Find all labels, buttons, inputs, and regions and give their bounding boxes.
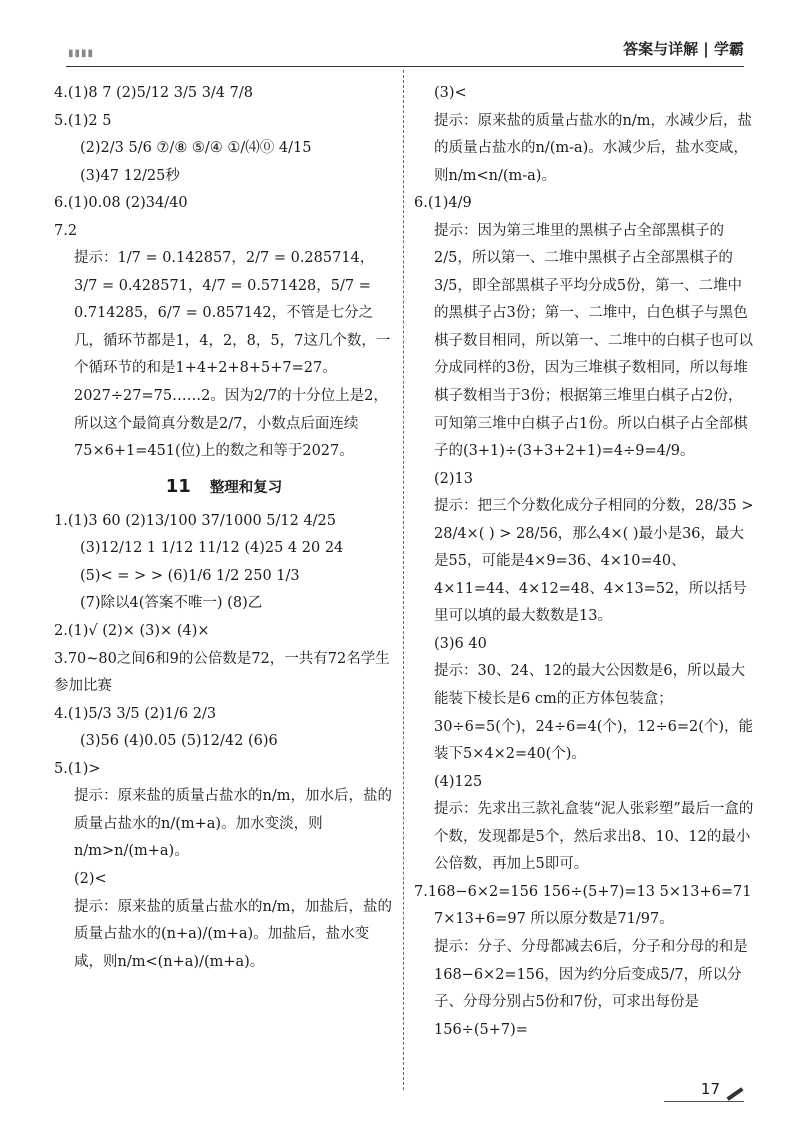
review-2: 2.(1)√ (2)× (3)× (4)× xyxy=(54,623,210,640)
column-divider xyxy=(403,70,404,1090)
pencil-icon xyxy=(726,1087,743,1101)
review-6-4: (4)125 xyxy=(434,773,483,790)
answer-5-2: (2)2/3 5/6 ⑦/⑧ ⑤/④ ①/⑷⓪ 4/15 xyxy=(80,140,312,157)
review-5-3-hint: 提示：原来盐的质量占盐水的n/m，水减少后，盐的质量占盐水的n/(m-a)。水减少后，盐水变咸，则n/m<n/(m-a)。 xyxy=(434,112,752,184)
review-7-hint: 提示：分子、分母都减去6后，分子和分母的和是168−6×2=156，因为约分后变成5/7，所以分子、分母分别占5份和7份，可求出每份是156÷(5+7)= xyxy=(434,938,748,1038)
answer-4: 4.(1)8 7 (2)5/12 3/5 3/4 7/8 xyxy=(54,85,253,101)
review-4-3: (3)56 (4)0.05 (5)12/42 (6)6 xyxy=(80,733,278,750)
answer-5-1: 5.(1)2 5 xyxy=(54,112,112,129)
review-5-1: 5.(1)> xyxy=(54,760,101,777)
answer-6: 6.(1)0.08 (2)34/40 xyxy=(54,195,188,212)
page-number: 17 xyxy=(700,1080,720,1098)
review-6-2-hint: 提示：把三个分数化成分子相同的分数，28/35 > 28/4×( ) > 28/56，那么4×( )最小是36，最大是55，可能是4×9=36、4×10=40、4×11=44、4×12=48、4×13=52，所以括号里可以填的最大数数是13。 xyxy=(434,498,754,625)
review-6-1: 6.(1)4/9 xyxy=(414,195,472,212)
header-title: 答案与详解 | 学霸 xyxy=(623,40,744,58)
review-1-7: (7)除以4(答案不唯一) (8)乙 xyxy=(80,595,263,612)
left-column xyxy=(54,80,394,976)
review-7-1: 7.168−6×2=156 156÷(5+7)=13 5×13+6=71 xyxy=(414,883,752,900)
header-series-mark: ▮▮▮▮ xyxy=(68,48,95,59)
header-rule xyxy=(66,66,744,67)
answer-7: 7.2 xyxy=(54,222,78,239)
review-7-2: 7×13+6=97 所以原分数是71/97。 xyxy=(434,911,674,928)
review-1-3: (3)12/12 1 1/12 11/12 (4)25 4 20 24 xyxy=(80,540,344,557)
review-3: 3.70~80之间6和9的公倍数是72，一共有72名学生参加比赛 xyxy=(54,650,390,695)
review-5-1-hint: 提示：原来盐的质量占盐水的n/m，加水后，盐的质量占盐水的n/(m+a)。加水变淡，则n/m>n/(m+a)。 xyxy=(74,788,392,860)
section-heading xyxy=(54,470,394,504)
review-5-2-hint: 提示：原来盐的质量占盐水的n/m，加盐后，盐的质量占盐水的(n+a)/(m+a)。加盐后，盐水变咸，则n/m<(n+a)/(m+a)。 xyxy=(74,898,392,970)
footer-rule xyxy=(664,1101,744,1102)
review-1-5: (5)< = > > (6)1/6 1/2 250 1/3 xyxy=(80,567,300,584)
answer-7-hint: 提示：1/7 = 0.142857，2/7 = 0.285714，3/7 = 0.428571，4/7 = 0.571428，5/7 = 0.714285，6/7 = 0.857142，不管是七分之几，循环节都是1，4，2，8，5，7这几个数，一个循环节的和是1+4+2+8+5+7=27。2027÷27=75……2。因为2/7的十分位上是2，所以这个最简真分数是2/7，小数点后面连续75×6+1=451(位)上的数之和等于2027。 xyxy=(74,250,391,460)
review-5-2: (2)< xyxy=(74,870,107,887)
review-6-4-hint: 提示：先求出三款礼盒装“泥人张彩塑”最后一盒的个数，发现都是5个，然后求出8、10、12的最小公倍数，再加上5即可。 xyxy=(434,801,754,873)
review-5-3: (3)< xyxy=(434,85,467,101)
review-4-1: 4.(1)5/3 3/5 (2)1/6 2/3 xyxy=(54,705,217,722)
right-column xyxy=(414,80,754,1044)
review-6-2: (2)13 xyxy=(434,470,473,487)
review-6-1-hint: 提示：因为第三堆里的黑棋子占全部黑棋子的2/5，所以第一、二堆中黑棋子占全部黑棋子的3/5，即全部黑棋子平均分成5份，第一、二堆中的黑棋子占3份；第一、二堆中，白色棋子与黑色棋子数目相同，所以第一、二堆中的白棋子也可以分成同样的3份，因为三堆棋子数相同，所以每堆棋子数相当于3份；根据第三堆里白棋子占2份，可知第三堆中白棋子占1份。所以白棋子占全部棋子的(3+1)÷(3+3+2+1)=4÷9=4/9。 xyxy=(434,222,753,460)
section-number: 11 xyxy=(165,475,191,497)
answer-5-3: (3)47 12/25秒 xyxy=(80,167,180,184)
review-1-1: 1.(1)3 60 (2)13/100 37/1000 5/12 4/25 xyxy=(54,512,337,529)
review-6-3: (3)6 40 xyxy=(434,635,487,652)
section-title: 整理和复习 xyxy=(209,479,283,496)
review-6-3-hint: 提示：30、24、12的最大公因数是6，所以最大能装下棱长是6 cm的正方体包装盒；30÷6=5(个)，24÷6=4(个)，12÷6=2(个)，能装下5×4×2=40(个)。 xyxy=(434,663,754,763)
